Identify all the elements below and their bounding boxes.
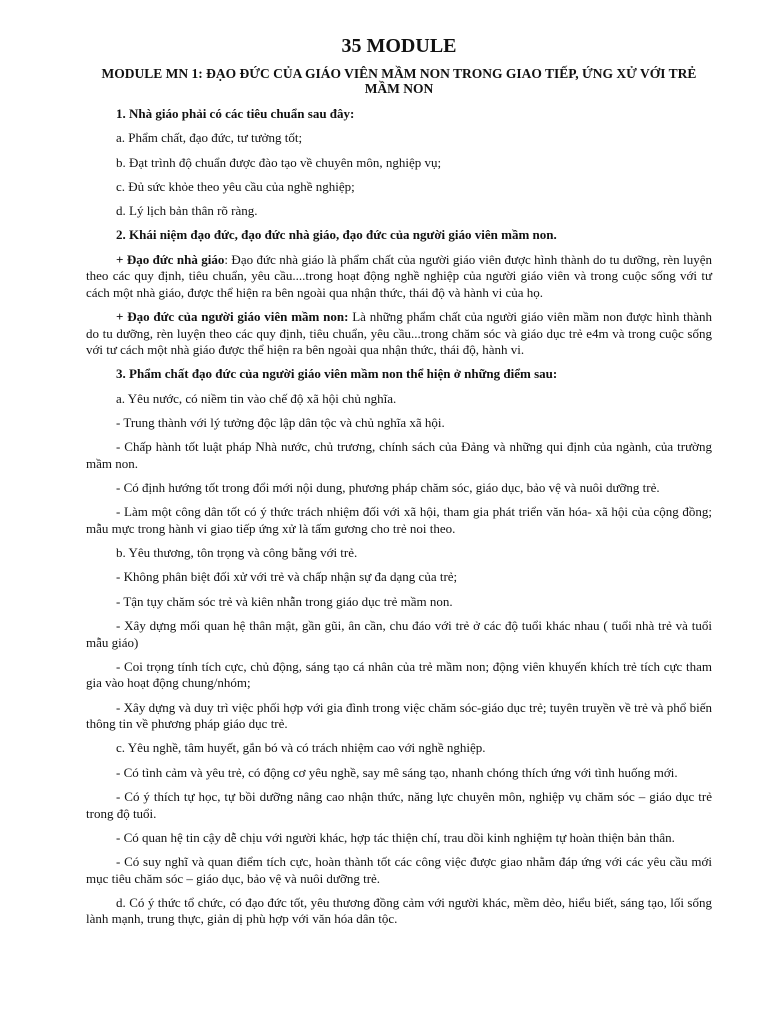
section-2-paragraph-2 <box>86 309 712 359</box>
section-1-item: b. Đạt trình độ chuẩn được đào tạo về chuyên môn, nghiệp vụ; <box>116 154 442 170</box>
section-3-heading: 3. Phẩm chất đạo đức của người giáo viên mầm non thể hiện ở những điểm sau: <box>116 366 558 382</box>
section-3-line: - Trung thành với lý tưởng độc lập dân tộc và chủ nghĩa xã hội. <box>116 414 445 430</box>
section-3-line: - Xây dựng mối quan hệ thân mật, gần gũi, ân cần, chu đáo với trẻ ở các độ tuổi khác nhau ( tuổi nhà trẻ và tuổi mẫu giáo) <box>86 618 712 650</box>
term-dao-duc-gvmn: + Đạo đức của người giáo viên mầm non: <box>116 309 349 325</box>
section-3-line: d. Có ý thức tổ chức, có đạo đức tốt, yêu thương đồng cảm với người khác, mềm dẻo, hiểu biết, sáng tạo, lối sống lành mạnh, trung thực, giản dị phù hợp với văn hóa dân tộc. <box>86 894 712 927</box>
section-3-line: a. Yêu nước, có niềm tin vào chế độ xã hội chủ nghĩa. <box>116 390 397 406</box>
document-subtitle: MODULE MN 1: ĐẠO ĐỨC CỦA GIÁO VIÊN MẦM NON TRONG GIAO TIẾP, ỨNG XỬ VỚI TRẺ MẦM NON <box>101 66 697 96</box>
section-3-line: - Có ý thích tự học, tự bồi dưỡng nâng cao nhận thức, năng lực chuyên môn, nghiệp vụ chăm sóc – giáo dục trẻ trong độ tuổi. <box>86 789 712 821</box>
section-3-line: - Coi trọng tính tích cực, chủ động, sáng tạo cá nhân của trẻ mầm non; động viên khuyến khích trẻ tích cực tham gia vào hoạt động chung/nhóm; <box>86 658 712 691</box>
section-3-line: - Không phân biệt đối xử với trẻ và chấp nhận sự đa dạng của trẻ; <box>116 569 458 585</box>
section-3-line: b. Yêu thương, tôn trọng và công bằng với trẻ. <box>116 545 358 561</box>
section-3-line: - Chấp hành tốt luật pháp Nhà nước, chủ trương, chính sách của Đảng và những qui định của ngành, của trường mầm non. <box>86 439 712 471</box>
definition-dao-duc-gvmn: Là những phẩm chất của người giáo viên mầm non được hình thành do tu dưỡng, rèn luyện theo các quy định, tiêu chuẩn, yêu cầu...trong chăm sóc và giáo dục trẻ e4m và trong cuộc sống với tư cách một nhà giáo được thể hiện ra bên ngoài qua nhận thức, thái độ, hành vi. <box>86 309 713 358</box>
section-3-line: - Có tình cảm và yêu trẻ, có động cơ yêu nghề, say mê sáng tạo, nhanh chóng thích ứng với tình huống mới. <box>116 764 678 780</box>
section-2-paragraph-1 <box>86 252 712 302</box>
section-3-line: - Có định hướng tốt trong đổi mới nội dung, phương pháp chăm sóc, giáo dục, bảo vệ và nuôi dưỡng trẻ. <box>116 480 660 496</box>
term-dao-duc-nha-giao: + Đạo đức nhà giáo <box>116 251 225 267</box>
section-3-line: c. Yêu nghề, tâm huyết, gắn bó và có trách nhiệm cao với nghề nghiệp. <box>116 740 486 756</box>
section-1-item: c. Đủ sức khỏe theo yêu cầu của nghề nghiệp; <box>116 178 355 194</box>
section-3-line: - Có suy nghĩ và quan điểm tích cực, hoàn thành tốt các công việc được giao nhằm đáp ứng với các yêu cầu mới mục tiêu chăm sóc – giáo dục, bảo vệ và nuôi dưỡng trẻ. <box>86 854 712 886</box>
document-title: 35 MODULE <box>341 35 457 57</box>
section-3-line: - Xây dựng và duy trì việc phối hợp với gia đình trong việc chăm sóc-giáo dục trẻ; tuyên truyền về trẻ và phổ biến thông tin về phương pháp giáo dục trẻ. <box>86 699 712 732</box>
section-1-heading: 1. Nhà giáo phải có các tiêu chuẩn sau đây: <box>116 106 355 121</box>
section-1-item: a. Phẩm chất, đạo đức, tư tưởng tốt; <box>116 130 303 146</box>
section-3-line: - Có quan hệ tin cậy dễ chịu với người khác, hợp tác thiện chí, trau dồi kinh nghiệm tự hoàn thiện bản thân. <box>116 829 675 845</box>
section-3-line: - Tận tụy chăm sóc trẻ và kiên nhẫn trong giáo dục trẻ mầm non. <box>116 593 453 609</box>
definition-dao-duc-nha-giao: : Đạo đức nhà giáo là phẩm chất của người giáo viên được hình thành do tu dưỡng, rèn luyện theo các quy định, tiêu chuẩn, yêu cầu....trong hoạt động nghề nghiệp của người giáo viên và trong cuộc sống với tư cách một nhà giáo, được thể hiện ra bên ngoài qua nhận thức, thái độ và hành vi của họ. <box>86 251 712 300</box>
section-3-line: - Làm một công dân tốt có ý thức trách nhiệm đối với xã hội, tham gia phát triển văn hóa- xã hội của cộng đồng; mẫu mực trong hành vi giao tiếp ứng xử là tấm gương cho trẻ noi theo. <box>86 504 712 536</box>
section-1-item: d. Lý lịch bản thân rõ ràng. <box>116 203 258 219</box>
section-2-heading: 2. Khái niệm đạo đức, đạo đức nhà giáo, đạo đức của người giáo viên mầm non. <box>116 227 557 243</box>
